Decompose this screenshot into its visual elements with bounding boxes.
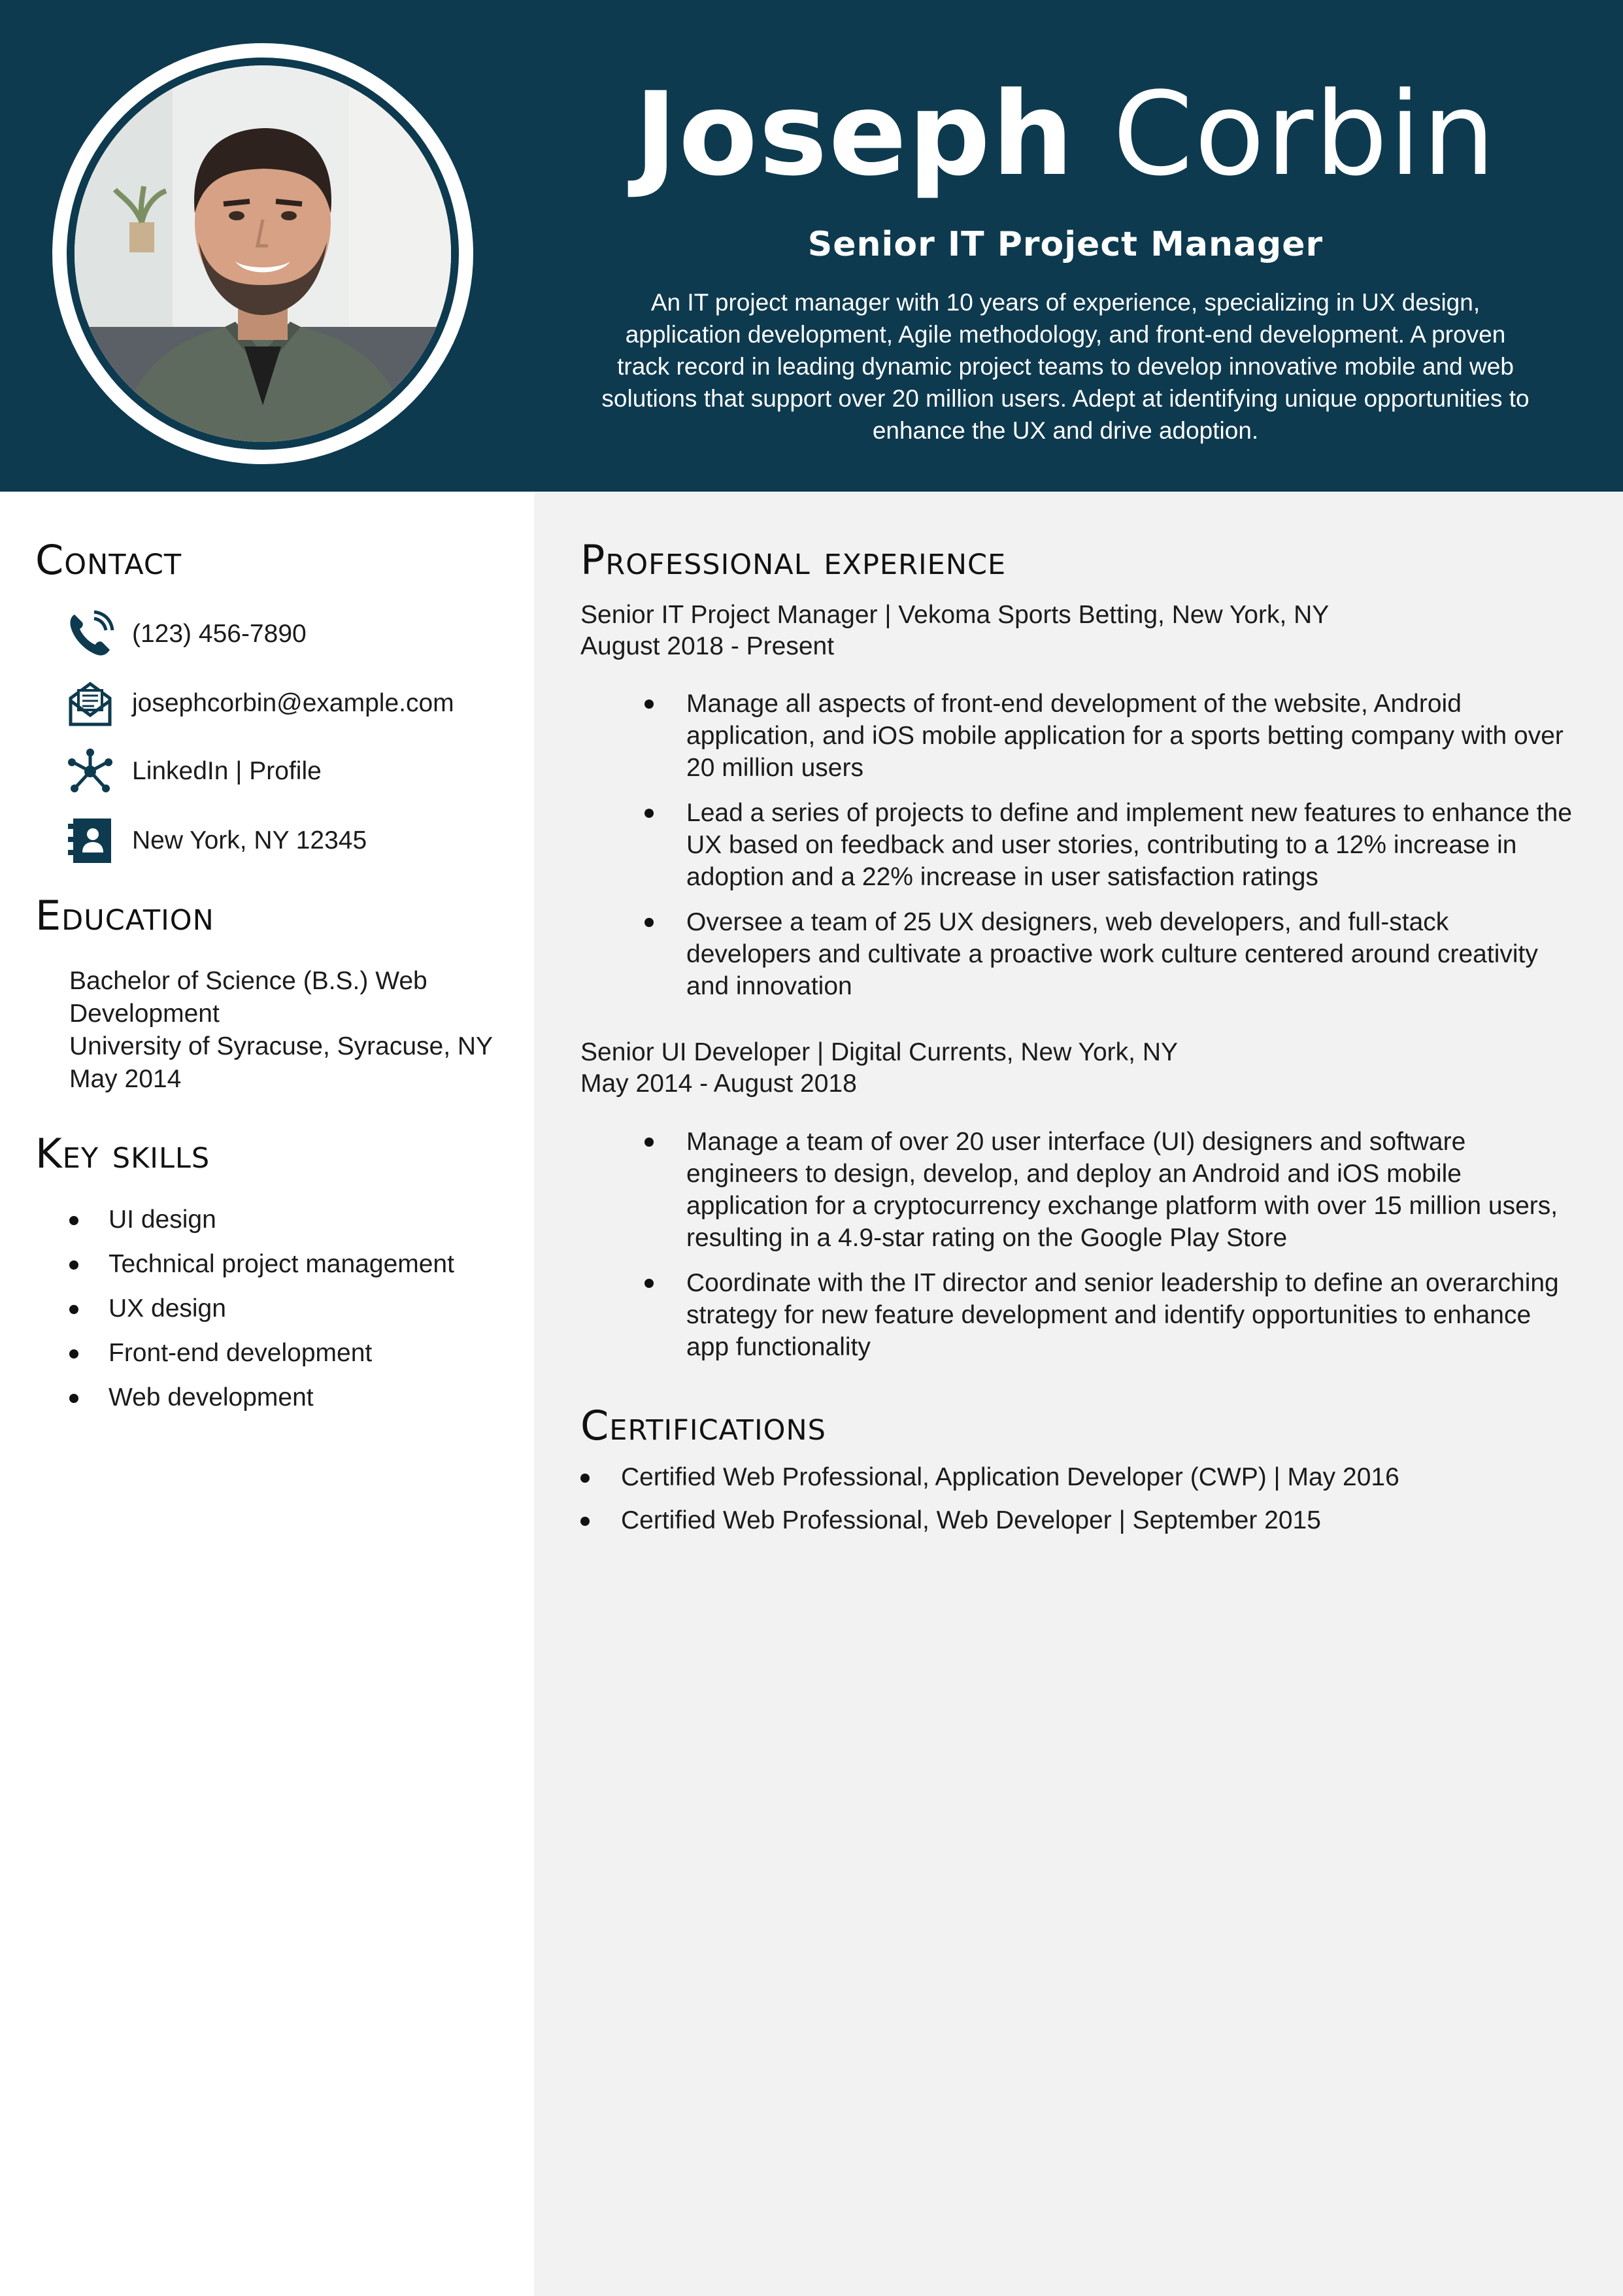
certifications-list (580, 1459, 1399, 1545)
skills-list (65, 1202, 454, 1424)
skill-item: Technical project management (65, 1246, 454, 1291)
bullet-icon (580, 1474, 590, 1483)
bullet-icon (644, 1138, 654, 1147)
candidate-title: Senior IT Project Manager (807, 225, 1324, 264)
bullet-icon (580, 1517, 590, 1526)
profile-photo-frame (52, 43, 473, 464)
education-entry (69, 965, 514, 1096)
resume-header (0, 0, 1623, 492)
contact-linkedin (65, 744, 510, 796)
bullet-icon (644, 1279, 654, 1288)
skills-heading: Key skills (35, 1130, 210, 1177)
job-bullet: Oversee a team of 25 UX designers, web developers, and full-stack developers and cultivate a proactive work culture centered around creativity and innovation (644, 906, 1573, 1002)
job-1-dates: August 2018 - Present (580, 632, 835, 660)
job-2-dates: May 2014 - August 2018 (580, 1070, 857, 1098)
bullet-icon (69, 1216, 78, 1225)
bullet-icon (644, 918, 654, 927)
certification-item: Certified Web Professional, Web Developer | September 2015 (580, 1502, 1399, 1545)
bullet-icon (644, 809, 654, 818)
network-icon (65, 747, 115, 796)
job-bullet: Lead a series of projects to define and implement new features to enhance the UX based on feedback and user stories, contributing to a 12% increase in adoption and a 22% increase in user satisfaction ratings (644, 797, 1573, 893)
certifications-heading: Certifications (580, 1402, 826, 1449)
job-2-title: Senior UI Developer | Digital Currents, New York, NY (580, 1038, 1179, 1066)
job-1-header (580, 599, 1329, 662)
skill-item: Front-end development (65, 1335, 454, 1379)
phone-number[interactable]: (123) 456-7890 (132, 620, 307, 648)
certification-item: Certified Web Professional, Application Developer (CWP) | May 2016 (580, 1459, 1399, 1502)
bullet-icon (69, 1260, 78, 1270)
bullet-icon (69, 1305, 78, 1314)
contact-location (65, 813, 510, 866)
job-2-bullets (644, 1126, 1573, 1376)
linkedin-link[interactable]: LinkedIn | Profile (132, 757, 322, 785)
skill-item: UI design (65, 1202, 454, 1246)
contact-email (65, 676, 510, 728)
job-bullet: Manage all aspects of front-end development of the website, Android application, and iOS mobile application for a sports betting company with over 20 million users (644, 688, 1573, 784)
education-heading: Education (35, 892, 214, 939)
bullet-icon (69, 1349, 78, 1359)
job-bullet: Manage a team of over 20 user interface (UI) designers and software engineers to design, develop, and deploy an Android and iOS mobile application for a cryptocurrency exchange platform with over 15 million users, resulting in a 4.9-star rating on the Google Play Store (644, 1126, 1573, 1254)
skill-item: UX design (65, 1291, 454, 1335)
profile-photo (75, 65, 451, 442)
job-2-header (580, 1037, 1178, 1100)
degree-line-1: Bachelor of Science (B.S.) Web (69, 967, 427, 995)
bullet-icon (69, 1394, 78, 1403)
job-bullet: Coordinate with the IT director and senior leadership to define an overarching strategy for new feature development and identify opportunities to enhance app functionality (644, 1267, 1573, 1363)
phone-icon (65, 609, 115, 659)
contact-phone (65, 607, 510, 659)
job-1-bullets (644, 688, 1573, 1015)
email-address[interactable]: josephcorbin@example.com (132, 689, 454, 717)
school-name: University of Syracuse, Syracuse, NY (69, 1032, 494, 1060)
experience-heading: Professional experience (580, 536, 1007, 584)
contact-heading: Contact (35, 536, 182, 584)
first-name: Joseph (634, 67, 1075, 201)
skill-item: Web development (65, 1379, 454, 1424)
job-1-title: Senior IT Project Manager | Vekoma Sports Betting, New York, NY (580, 601, 1330, 629)
envelope-icon (65, 679, 115, 728)
bullet-icon (644, 700, 654, 709)
contact-card-icon (65, 816, 115, 866)
candidate-name (575, 67, 1556, 201)
last-name: Corbin (1113, 67, 1497, 201)
location-text: New York, NY 12345 (132, 826, 367, 854)
degree-line-2: Development (69, 1000, 220, 1028)
graduation-date: May 2014 (69, 1065, 182, 1093)
professional-summary: An IT project manager with 10 years of experience, specializing in UX design, application development, Agile methodology, and front-end development. A proven track record in leading dynamic project teams to develop innovative mobile and web solutions that support over 20 million users. Adept at identifying unique opportunities to enhance the UX and drive adoption. (601, 289, 1530, 444)
